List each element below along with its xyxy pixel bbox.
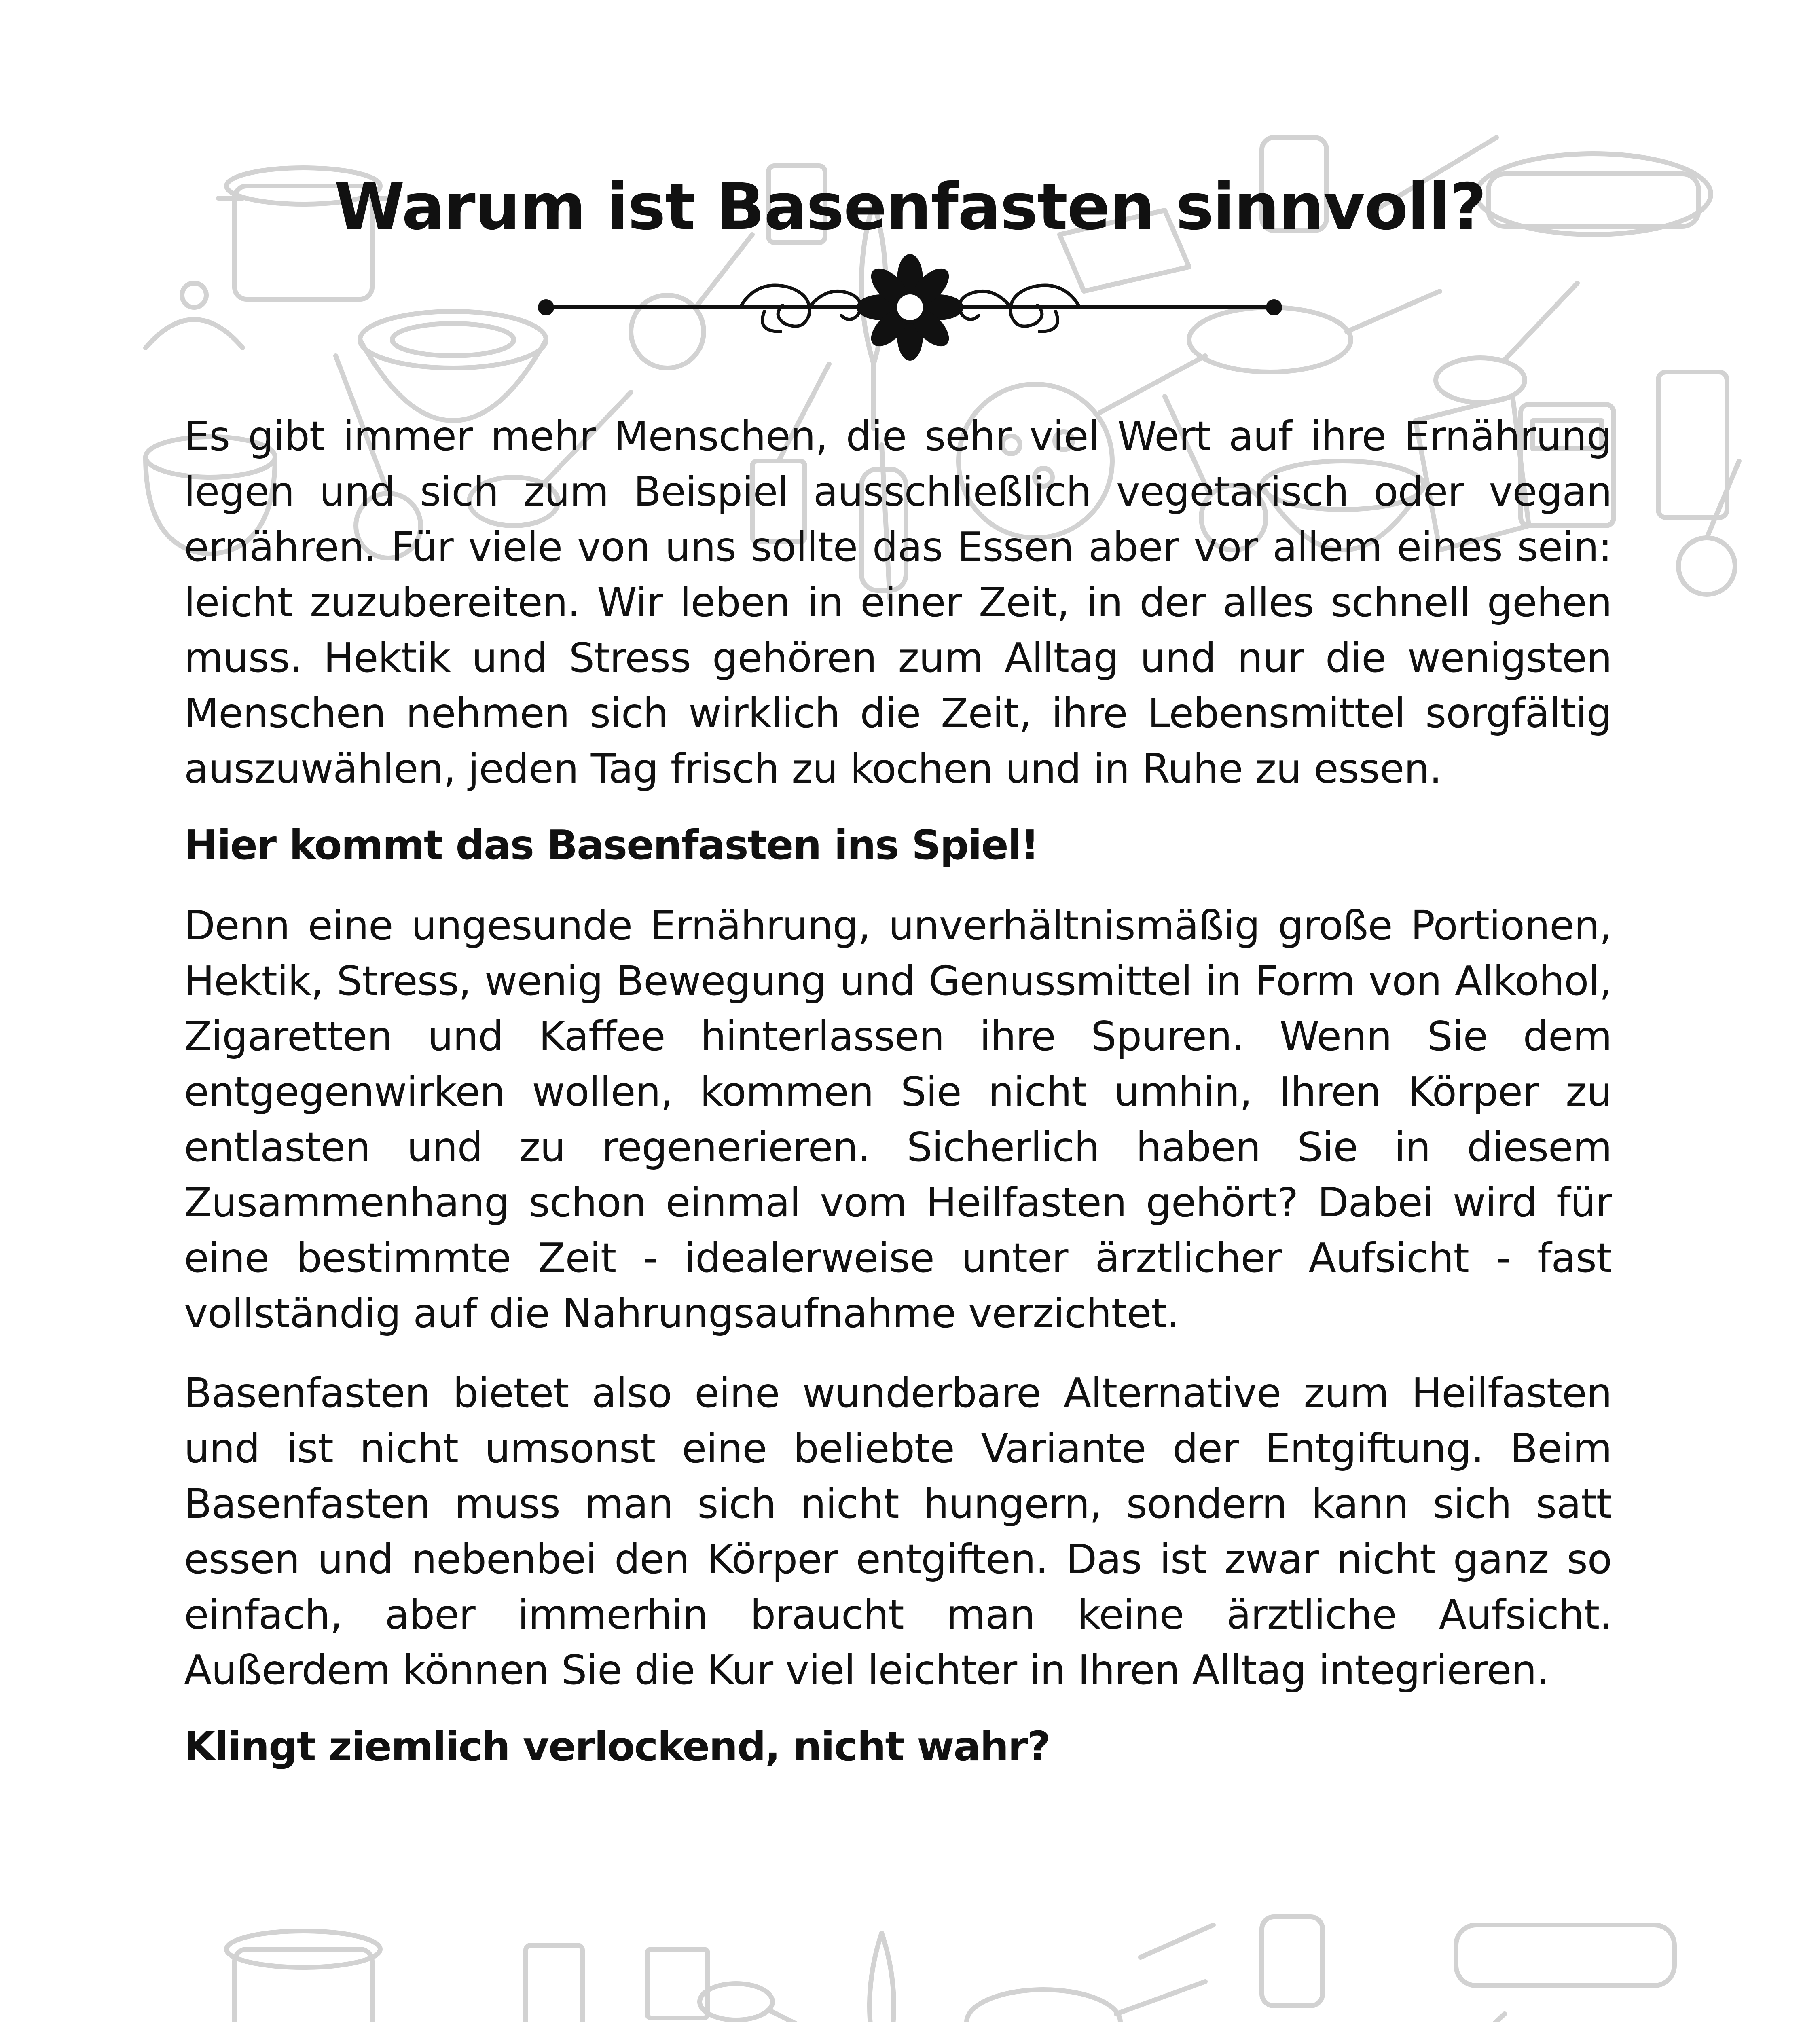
body-text (184, 408, 1612, 1799)
kitchen-utensils-sketch-icon (0, 1901, 1820, 2022)
flourish-divider (530, 251, 1290, 364)
subheading-1: Hier kommt das Basenfasten ins Spiel! (184, 821, 1039, 869)
paragraph-1: Es gibt immer mehr Menschen, die sehr viel Wert auf ihre Ernährung legen und sich zum Beispiel ausschließlich vegetarisch oder vegan ernähren. Für viele von uns sollte das Essen aber vor allem eines sein: leicht zuzubereiten. Wir leben in einer Zeit, in der alles schnell gehen muss. Hektik und Stress gehören zum Alltag und nur die wenigsten Menschen nehmen sich wirklich die Zeit, ihre Lebensmittel sorgfältig auszuwählen, jeden Tag frisch zu kochen und in Ruhe zu essen. (184, 412, 1612, 792)
paragraph-3: Basenfasten bietet also eine wunderbare Alternative zum Heilfasten und ist nicht umsonst eine beliebte Variante der Entgiftung. Beim Basenfasten muss man sich nicht hungern, sondern kann sich satt essen und nebenbei den Körper entgiften. Das ist zwar nicht ganz so einfach, aber immerhin braucht man keine ärztliche Aufsicht. Außerdem können Sie die Kur viel leichter in Ihren Alltag integrieren. (184, 1369, 1612, 1694)
paragraph-2: Denn eine ungesunde Ernährung, unverhältnismäßig große Portionen, Hektik, Stress, wenig Bewegung und Genussmittel in Form von Alkohol, Zigaretten und Kaffee hinterlassen ihre Spuren. Wenn Sie dem entgegenwirken wollen, kommen Sie nicht umhin, Ihren Körper zu entlasten und zu regenerieren. Sicherlich haben Sie in diesem Zusammenhang schon einmal vom Heilfasten gehört? Dabei wird für eine bestimmte Zeit - idealerweise unter ärztlicher Aufsicht - fast vollständig auf die Nahrungsaufnahme verzichtet. (184, 902, 1612, 1337)
flourish-flower-divider-icon (530, 251, 1290, 364)
kitchen-sketch-background-bottom (0, 1901, 1820, 2022)
page-title: Warum ist Basenfasten sinnvoll? (334, 170, 1486, 244)
subheading-2: Klingt ziemlich verlockend, nicht wahr? (184, 1723, 1050, 1770)
